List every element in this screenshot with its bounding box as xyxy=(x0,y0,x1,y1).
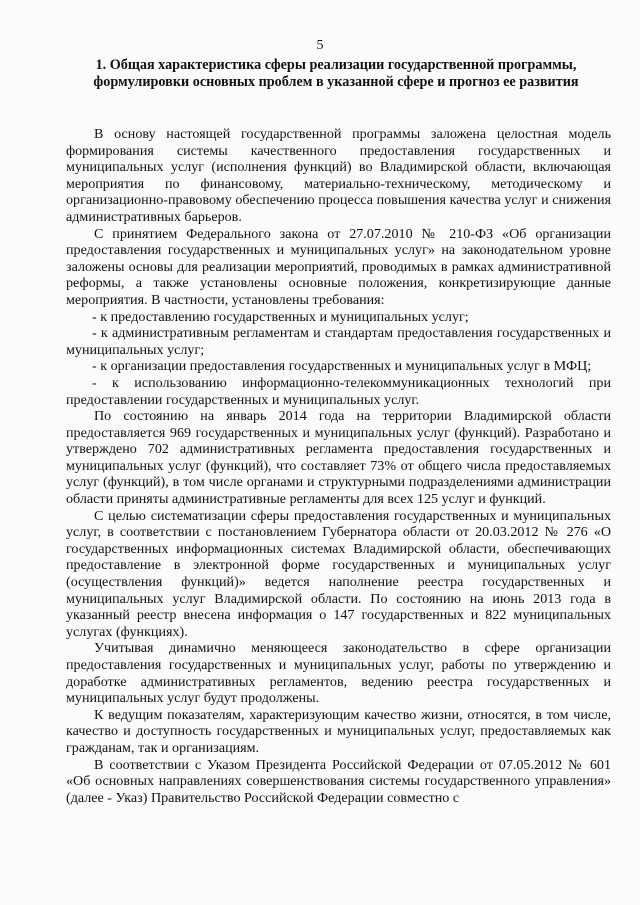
paragraph: В соответствии с Указом Президента Российской Федерации от 07.05.2012 № 601 «Об основных направлениях совершенствования системы государственного управления» (далее - Указ) Правительство Российской Федерации совместно с xyxy=(66,756,611,806)
paragraph: По состоянию на январь 2014 года на территории Владимирской области предоставляется 969 государственных и муниципальных услуг (функций). Разработано и утверждено 702 административных регламента предоставления государственных и муниципальных услуг (функций), что составляет 73% от общего числа предоставляемых услуг (функций), в том числе органами и структурными подразделениями администрации области приняты административные регламенты для всех 125 услуг и функций. xyxy=(66,408,611,508)
section-heading: 1. Общая характеристика сферы реализации государственной программы, формулировки основных проблем в указанной сфере и прогноз ее развития xyxy=(93,57,579,90)
paragraph: К ведущим показателям, характеризующим качество жизни, относятся, в том числе, качество и доступность государственных и муниципальных услуг, предоставляемых как гражданам, так и организациям. xyxy=(66,706,611,756)
paragraph: С целью систематизации сферы предоставления государственных и муниципальных услуг, в соответствии с постановлением Губернатора области от 20.03.2012 № 276 «О государственных информационных системах Владимирской области, обеспечивающих предоставление в электронной форме государственных и муниципальных услуг (осуществления функций)» ведется наполнение реестра государственных и муниципальных услуг Владимирской области. По состоянию на июнь 2013 года в указанный реестр внесена информация о 147 государственных и 822 муниципальных услугах (функциях). xyxy=(66,507,611,640)
body-text xyxy=(66,126,611,806)
paragraph: В основу настоящей государственной программы заложена целостная модель формирования системы качественного предоставления государственных и муниципальных услуг (исполнения функций) во Владимирской области, включающая мероприятия по финансовому, материально-техническому, методическому и организационно-правовому обеспечению процесса повышения качества услуг и снижения административных барьеров. xyxy=(66,126,611,225)
list-item: - к предоставлению государственных и муниципальных услуг; xyxy=(92,308,469,325)
paragraph: Учитывая динамично меняющееся законодательство в сфере организации предоставления государственных и муниципальных услуг, работы по утверждению и доработке административных регламентов, ведению реестра государственных и муниципальных услуг будут продолжены. xyxy=(66,640,611,707)
list-item: - к административным регламентам и стандартам предоставления государственных и муниципальных услуг; xyxy=(66,325,611,358)
list-item: - к организации предоставления государственных и муниципальных услуг в МФЦ; xyxy=(92,358,592,375)
paragraph: С принятием Федерального закона от 27.07.2010 № 210-ФЗ «Об организации предоставления государственных и муниципальных услуг» на законодательном уровне заложены основы для реализации мероприятий, проводимых в рамках административной реформы, а также установлены основные положения, конкретизирующие данные мероприятия. В частности, установлены требования: xyxy=(66,225,611,308)
list-item: - к использованию информационно-телекоммуникационных технологий при предоставлении государственных и муниципальных услуг. xyxy=(66,374,611,408)
page-number: 5 xyxy=(316,38,324,53)
